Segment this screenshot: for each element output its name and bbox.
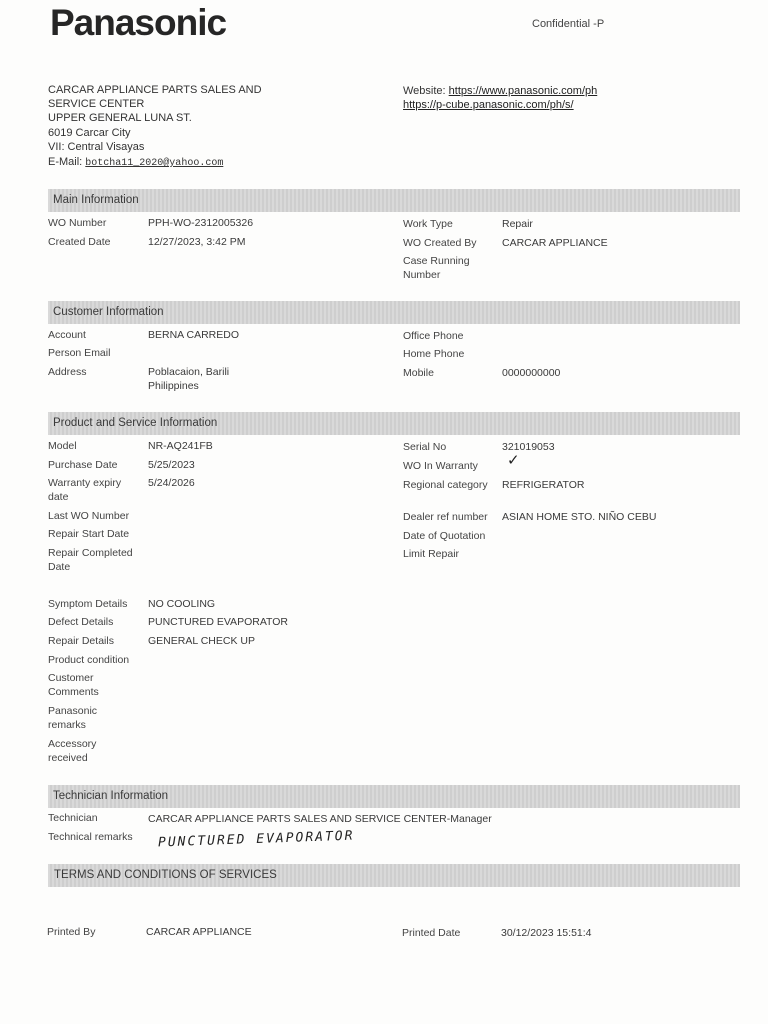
panasonic-remarks-label-1: Panasonic [48, 705, 98, 717]
symptom-value: NO COOLING [148, 598, 216, 610]
repair-completed-label-1: Repair Completed [48, 547, 133, 559]
wo-created-by-label: WO Created By [403, 237, 477, 249]
last-wo-label: Last WO Number [48, 510, 130, 522]
warranty-label-1: Warranty expiry [48, 477, 122, 489]
work-type-label: Work Type [403, 218, 453, 230]
customer-info-title: Customer Information [53, 306, 164, 318]
created-date-label: Created Date [48, 236, 111, 248]
purchase-date-value: 5/25/2023 [148, 459, 195, 471]
website-link-2[interactable]: https://p-cube.panasonic.com/ph/s/ [403, 99, 574, 111]
serial-label: Serial No [403, 441, 447, 453]
mobile-value: 0000000000 [502, 367, 561, 379]
customer-comments-label-1: Customer [48, 672, 94, 684]
panasonic-remarks-label-2: remarks [48, 719, 86, 731]
wo-created-by-value: CARCAR APPLIANCE [502, 237, 608, 249]
website-label: Website: [403, 85, 446, 97]
wo-number-value: PPH-WO-2312005326 [148, 217, 254, 229]
wo-number-label: WO Number [48, 217, 107, 229]
printed-date-label: Printed Date [402, 927, 461, 939]
regional-value: REFRIGERATOR [502, 479, 585, 491]
email-link[interactable]: botcha11_2020@yahoo.com [85, 158, 224, 169]
technician-info-header [48, 785, 740, 808]
accessory-label-2: received [48, 752, 88, 764]
repair-start-label: Repair Start Date [48, 528, 130, 540]
defect-label: Defect Details [48, 616, 114, 628]
repair-completed-label-2: Date [48, 561, 71, 573]
repair-details-value: GENERAL CHECK UP [148, 635, 255, 647]
website-row [403, 85, 597, 97]
serial-value: 321019053 [502, 441, 555, 453]
main-info-title: Main Information [53, 194, 139, 206]
account-value: BERNA CARREDO [148, 329, 240, 341]
model-label: Model [48, 440, 77, 452]
website-row-2 [403, 99, 574, 111]
panasonic-logo: Panasonic [50, 2, 227, 43]
work-type-value: Repair [502, 218, 533, 230]
accessory-label-1: Accessory [48, 738, 97, 750]
dealer-value: ASIAN HOME STO. NIÑO CEBU [502, 511, 657, 523]
address-label: Address [48, 366, 87, 378]
website-link-1[interactable]: https://www.panasonic.com/ph [448, 85, 598, 97]
product-info-header [48, 412, 740, 435]
email-label: E-Mail: [48, 156, 83, 168]
wo-warranty-label: WO In Warranty [403, 460, 478, 472]
office-phone-label: Office Phone [403, 330, 464, 342]
warranty-label-2: date [48, 491, 69, 503]
symptom-label: Symptom Details [48, 598, 128, 610]
warranty-value: 5/24/2026 [148, 477, 195, 489]
person-email-label: Person Email [48, 347, 111, 359]
home-phone-label: Home Phone [403, 348, 465, 360]
product-info-title: Product and Service Information [53, 417, 218, 429]
limit-repair-label: Limit Repair [403, 548, 460, 560]
quotation-label: Date of Quotation [403, 530, 486, 542]
address-line-5: VII: Central Visayas [48, 141, 145, 153]
address-value-1: Poblacaion, Barili [148, 366, 230, 378]
purchase-date-label: Purchase Date [48, 459, 118, 471]
condition-label: Product condition [48, 654, 130, 666]
technician-label: Technician [48, 812, 98, 824]
technician-info-title: Technician Information [53, 790, 169, 802]
case-running-label-1: Case Running [403, 255, 470, 267]
printed-by-value: CARCAR APPLIANCE [146, 926, 252, 938]
mobile-label: Mobile [403, 367, 434, 379]
printed-by-label: Printed By [47, 926, 96, 938]
regional-label: Regional category [403, 479, 488, 491]
terms-header [48, 864, 740, 887]
dealer-label: Dealer ref number [403, 511, 488, 523]
technical-remarks-label: Technical remarks [48, 831, 133, 843]
case-running-label-2: Number [403, 269, 441, 281]
customer-comments-label-2: Comments [48, 686, 99, 698]
email-row [48, 155, 223, 171]
address-value-2: Philippines [148, 380, 199, 392]
printed-date-value: 30/12/2023 15:51:4 [501, 927, 592, 939]
customer-info-header [48, 301, 740, 324]
technical-remarks-handwritten: PUNCTURED EVAPORATOR [157, 828, 355, 851]
address-line-2: SERVICE CENTER [48, 98, 145, 110]
terms-title: TERMS AND CONDITIONS OF SERVICES [54, 869, 277, 881]
address-line-3: UPPER GENERAL LUNA ST. [48, 112, 192, 124]
account-label: Account [48, 329, 86, 341]
repair-details-label: Repair Details [48, 635, 114, 647]
address-line-1: CARCAR APPLIANCE PARTS SALES AND [48, 84, 262, 96]
model-value: NR-AQ241FB [148, 440, 213, 452]
address-line-4: 6019 Carcar City [48, 127, 131, 139]
created-date-value: 12/27/2023, 3:42 PM [148, 236, 246, 248]
technician-value: CARCAR APPLIANCE PARTS SALES AND SERVICE CENTER-Manager [148, 813, 492, 825]
confidential-label: Confidential -P [532, 18, 605, 30]
defect-value: PUNCTURED EVAPORATOR [148, 616, 289, 628]
main-info-header [48, 189, 740, 212]
warranty-check-icon: ✓ [507, 452, 520, 469]
